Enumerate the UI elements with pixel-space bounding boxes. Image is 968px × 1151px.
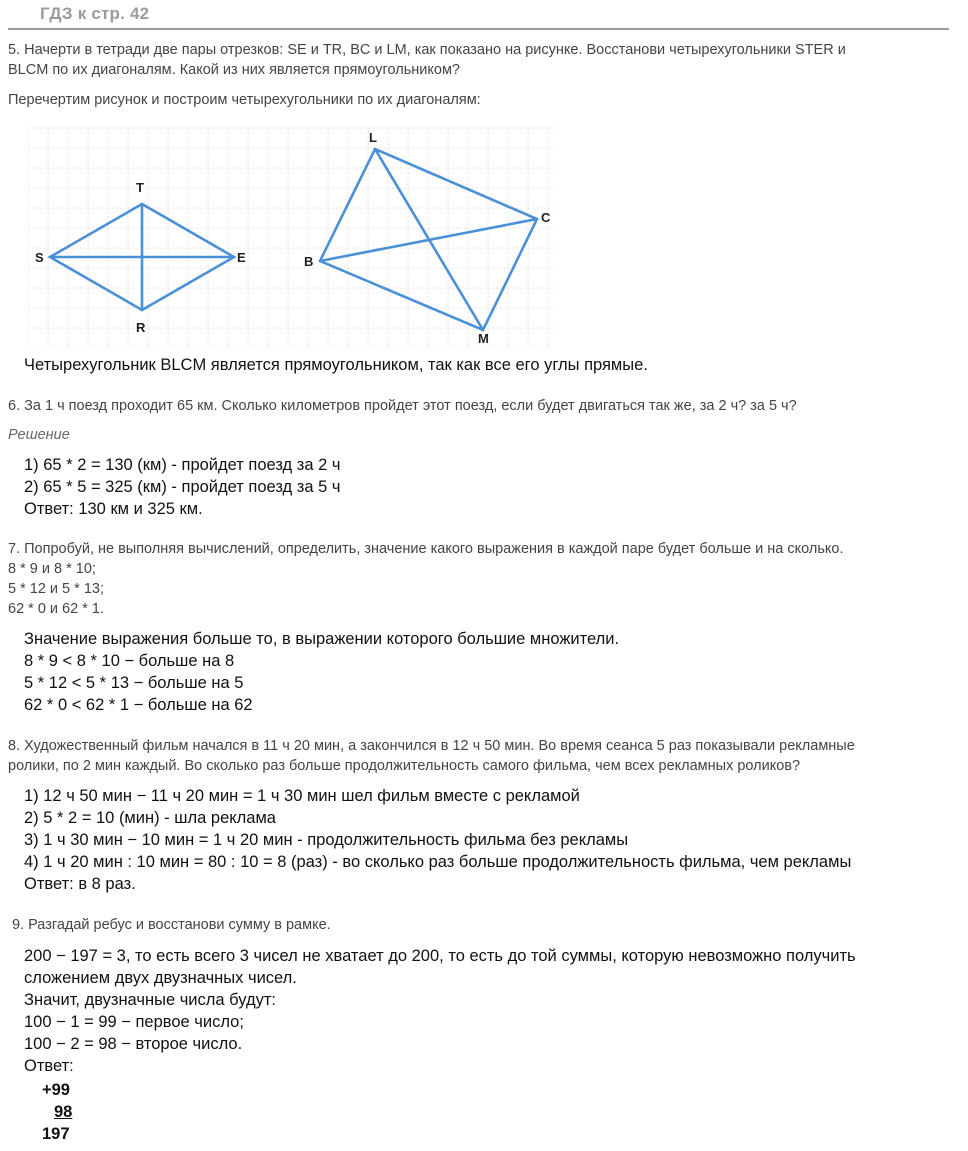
solution-line: 100 − 1 = 99 − первое число; <box>24 1013 244 1031</box>
solution-line: 8 * 9 < 8 * 10 − больше на 8 <box>24 652 235 670</box>
task5-question-line: 5. Начерти в тетради две пары отрезков: SE и TR, BC и LM, как показано на рисунке. Восстанови четырехугольники STER и <box>8 42 846 58</box>
sum-addend-2: 98 <box>54 1103 73 1121</box>
solution-line: 3) 1 ч 30 мин − 10 мин = 1 ч 20 мин - продолжительность фильма без рекламы <box>24 831 629 849</box>
task7-pair: 62 * 0 и 62 * 1. <box>8 601 104 617</box>
solution-line: 1) 12 ч 50 мин − 11 ч 20 мин = 1 ч 30 мин шел фильм вместе с рекламой <box>24 787 580 805</box>
task8-question-line: ролики, по 2 мин каждый. Во сколько раз больше продолжительность самого фильма, чем всех рекламных роликов? <box>8 758 801 774</box>
task7-question-line: 7. Попробуй, не выполняя вычислений, определить, значение какого выражения в каждой паре будет больше и на сколько. <box>8 541 844 557</box>
solution-line: Ответ: <box>24 1057 74 1075</box>
task9-solution <box>24 945 856 1077</box>
solution-line: 4) 1 ч 20 мин : 10 мин = 80 : 10 = 8 (раз) - во сколько раз больше продолжительность фильма, чем рекламы <box>24 853 852 871</box>
task5-question-line: BLCM по их диагоналям. Какой из них является прямоугольником? <box>8 62 460 78</box>
task7-pair: 8 * 9 и 8 * 10; <box>8 561 96 577</box>
solution-line: Значит, двузначные числа будут: <box>24 991 276 1009</box>
solution-line: сложением двух двузначных чисел. <box>24 969 297 987</box>
page-title: ГДЗ к стр. 42 <box>40 4 150 23</box>
task8-question-line: 8. Художественный фильм начался в 11 ч 20 мин, а закончился в 12 ч 50 мин. Во время сеанса 5 раз показывали рекламные <box>8 738 855 754</box>
solution-line: Ответ: в 8 раз. <box>24 875 136 893</box>
sum-result: 197 <box>42 1125 70 1143</box>
label-b: B <box>304 254 314 269</box>
solution-line: 1) 65 * 2 = 130 (км) - пройдет поезд за 2 ч <box>24 456 341 474</box>
label-l: L <box>369 130 377 145</box>
task9-sum <box>42 1079 72 1145</box>
task7-question <box>8 539 843 619</box>
solution-line: 62 * 0 < 62 * 1 − больше на 62 <box>24 696 253 714</box>
task7-pair: 5 * 12 и 5 * 13; <box>8 581 104 597</box>
label-s: S <box>35 250 44 265</box>
solution-line: Значение выражения больше то, в выражении которого большие множители. <box>24 630 620 648</box>
task5-question <box>8 40 846 80</box>
task5-intro: Перечертим рисунок и построим четырехугольники по их диагоналям: <box>8 92 481 108</box>
solution-line: 2) 5 * 2 = 10 (мин) - шла реклама <box>24 809 276 827</box>
page-header <box>8 0 949 30</box>
label-c: C <box>541 210 551 225</box>
task6-solution <box>24 454 340 520</box>
sum-addend-1: +99 <box>42 1081 70 1099</box>
solution-line: 100 − 2 = 98 − второе число. <box>24 1035 243 1053</box>
task6-solution-label: Решение <box>8 427 70 443</box>
task5-figure <box>28 118 558 348</box>
task7-solution <box>24 628 619 716</box>
task9-question: 9. Разгадай ребус и восстанови сумму в рамке. <box>12 917 331 933</box>
solution-line: Ответ: 130 км и 325 км. <box>24 500 203 518</box>
label-r: R <box>136 320 146 335</box>
label-e: E <box>237 250 246 265</box>
solution-line: 200 − 197 = 3, то есть всего 3 чисел не хватает до 200, то есть до той суммы, которую невозможно получить <box>24 947 856 965</box>
task8-question <box>8 736 855 776</box>
solution-line: 2) 65 * 5 = 325 (км) - пройдет поезд за 5 ч <box>24 478 341 496</box>
diagonal-lm <box>375 149 483 330</box>
label-m: M <box>478 331 489 346</box>
label-t: T <box>136 180 144 195</box>
solution-line: 5 * 12 < 5 * 13 − больше на 5 <box>24 674 244 692</box>
task5-answer: Четырехугольник BLCM является прямоугольником, так как все его углы прямые. <box>24 356 648 374</box>
task8-solution <box>24 785 851 895</box>
task6-question: 6. За 1 ч поезд проходит 65 км. Сколько километров пройдет этот поезд, если будет двигаться так же, за 2 ч? за 5 ч? <box>8 398 797 414</box>
